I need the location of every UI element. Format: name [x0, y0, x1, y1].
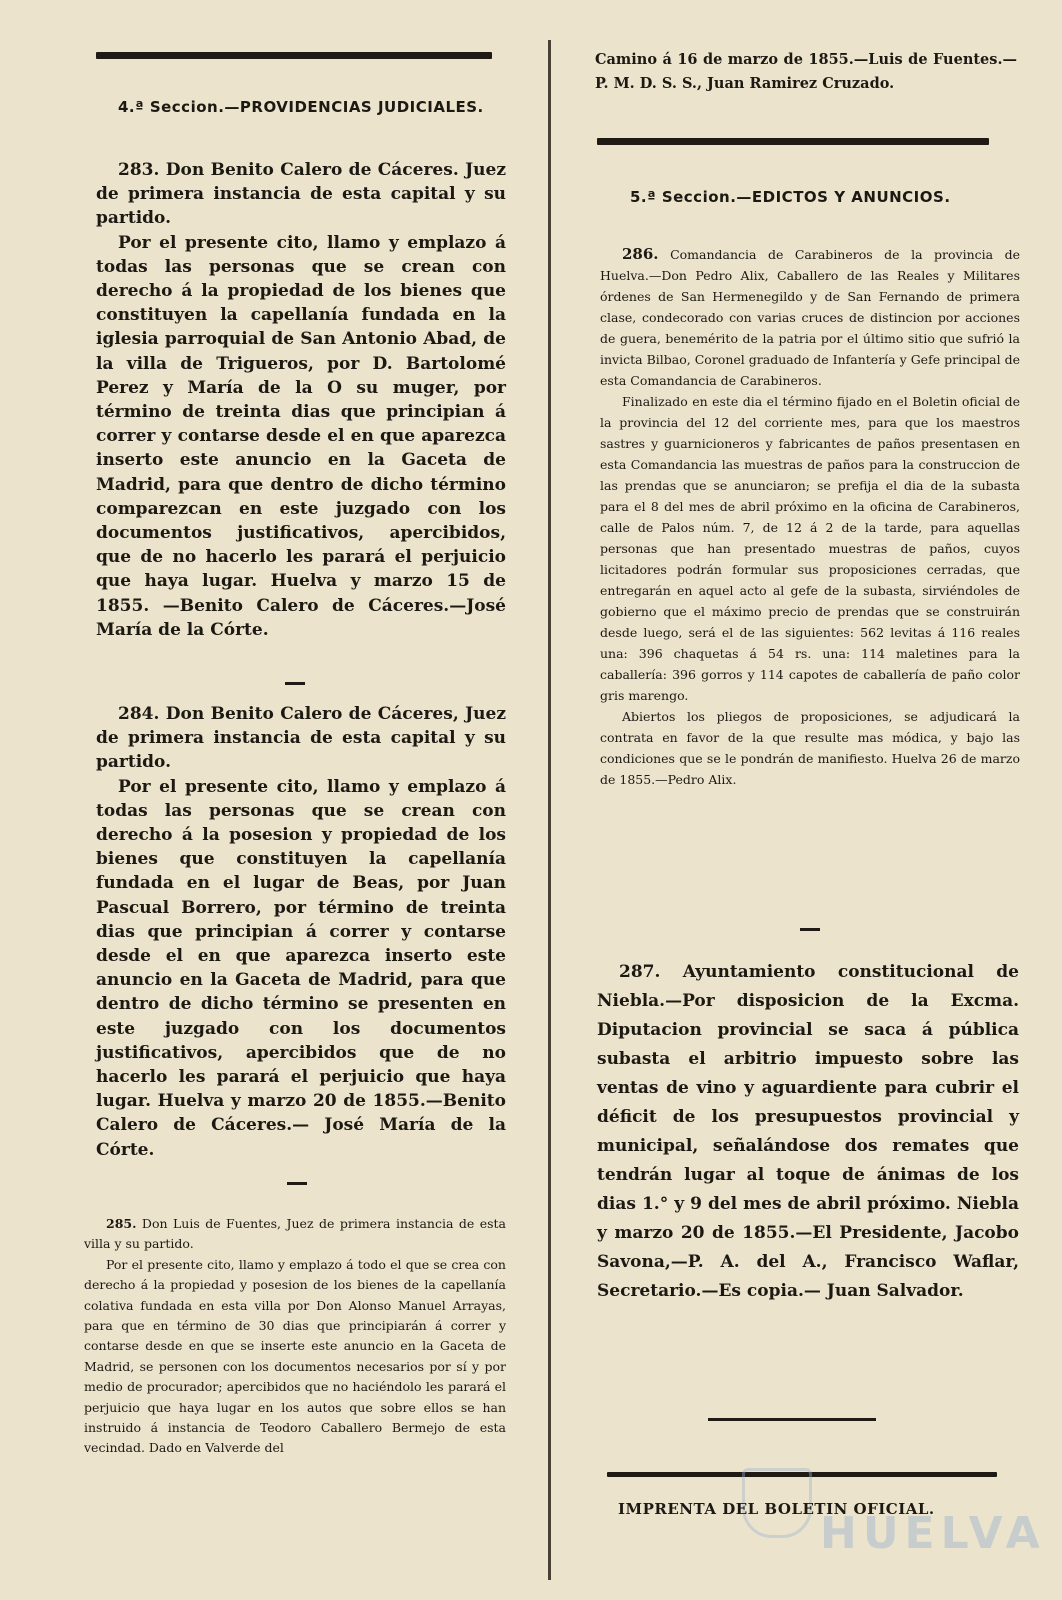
entry-286-body: Finalizado en este dia el término fijado en el Boletin oficial de la provincia del 12 del corriente mes, para que los maestros sastres y guarnicioneros y fabricantes de paños presentasen en esta Comandancia las muestras de paños para la construccion de las prendas que se anunciaron; se prefija el dia de la subasta para el 8 del mes de abril próximo en la oficina de Carabineros, calle de Palos núm. 7, de 12 á 2 de la tarde, para aquellas personas que han presentado muestras de paños, cuyos licitadores podrán formular sus proposiciones cerradas, que entregarán en aquel acto al gefe de la subasta, sirviéndoles de gobierno que el máximo precio de prendas que se construirán desde luego, será el de las siguientes: 562 levitas á 116 reales una: 396 chaquetas á 54 rs. una: 114 maletines para la caballería: 396 gorros y 114 capotes de caballería de paño color gris marengo.: [600, 394, 1020, 703]
entry-283-number: 283.: [118, 160, 160, 180]
top-rule-left: [96, 52, 492, 59]
column-divider: [548, 40, 551, 1580]
entry-286-intro: —Don Pedro Alix, Caballero de las Reales y Militares órdenes de San Hermenegildo y de San Fernando de primera clase, condecorado con varias cruces de distincion por acciones de guera, benemérito de la patria por el último sitio que sufrió la invicta Bilbao, Coronel graduado de Infantería y Gefe principal de esta Comandancia de Carabineros.: [600, 268, 1020, 388]
watermark-huelva: HUELVA: [820, 1508, 1046, 1559]
entry-284-lead: Don Benito Calero de Cáceres, Juez de primera instancia de esta capital y su partido.: [96, 704, 506, 773]
entry-284: [96, 702, 506, 1162]
entry-285-continuation: Camino á 16 de marzo de 1855.—Luis de Fuentes.—P. M. D. S. S., Juan Ramirez Cruzado.: [595, 51, 1017, 92]
printer-footer: IMPRENTA DEL BOLETIN OFICIAL.: [618, 1500, 935, 1518]
entry-286: [600, 244, 1020, 790]
entry-283-body: Por el presente cito, llamo y emplazo á todas las personas que se crean con derecho á la propiedad de los bienes que constituyen la capellanía fundada en la iglesia parroquial de San Antonio Abad, de la villa de Trigueros, por D. Bartolomé Perez y María de la O su muger, por término de treinta dias que principian á correr y contarse desde el en que aparezca inserto este anuncio en la Gaceta de Madrid, para que dentro de dicho término comparezcan en este juzgado con los documentos justificativos, apercibidos, que de no hacerlo les parará el perjuicio que haya lugar. Huelva y marzo 15 de 1855. —Benito Calero de Cáceres.—José María de la Córte.: [96, 232, 506, 640]
entry-283-lead: Don Benito Calero de Cáceres. Juez de primera instancia de esta capital y su partido.: [96, 160, 506, 229]
separator-dash: [287, 1182, 307, 1185]
entry-285-number: 285.: [106, 1216, 137, 1231]
entry-284-number: 284.: [118, 704, 160, 724]
separator-dash: [800, 928, 820, 931]
entry-285-lead: Don Luis de Fuentes, Juez de primera instancia de esta villa y su partido.: [84, 1216, 506, 1252]
entry-287-lead: Ayuntamiento constitucional de Niebla.: [597, 962, 1019, 1011]
section-title-edicts: 5.ª Seccion.—EDICTOS Y ANUNCIOS.: [630, 188, 951, 206]
section-title-judicial: 4.ª Seccion.—PROVIDENCIAS JUDICIALES.: [118, 98, 484, 116]
entry-287: [597, 958, 1019, 1306]
entry-286-number: 286.: [622, 245, 659, 263]
entry-284-body: Por el presente cito, llamo y emplazo á todas las personas que se crean con derecho á la posesion y propiedad de los bienes que constituyen la capellanía fundada en el lugar de Beas, por Juan Pascual Borrero, por término de treinta dias que principian á correr y contarse desde el en que aparezca inserto este anuncio en la Gaceta de Madrid, para que dentro de dicho término se presenten en este juzgado con los documentos justificativos, apercibidos que de no hacerlo les parará el perjuicio que haya lugar. Huelva y marzo 20 de 1855.—Benito Calero de Cáceres.— José María de la Córte.: [96, 776, 506, 1160]
closing-rule-short: [708, 1418, 876, 1421]
entry-285: [84, 1214, 506, 1459]
separator-dash: [285, 682, 305, 685]
entry-287-body: —Por disposicion de la Excma. Diputacion provincial se saca á pública subasta el arbitrio impuesto sobre las ventas de vino y aguardiente para cubrir el déficit de los presupuestos provincial y municipal, señalándose dos remates que tendrán lugar al toque de ánimas de los dias 1.° y 9 del mes de abril próximo. Niebla y marzo 20 de 1855.—El Presidente, Jacobo Savona,—P. A. del A., Francisco Waflar, Secretario.—Es copia.— Juan Salvador.: [597, 991, 1019, 1301]
entry-285-body: Por el presente cito, llamo y emplazo á todo el que se crea con derecho á la propiedad y posesion de los bienes de la capellanía colativa fundada en esta villa por Don Alonso Manuel Arrayas, para que en término de 30 dias que principiarán á correr y contarse desde en que se inserte este anuncio en la Gaceta de Madrid, se personen con los documentos necesarios por sí y por medio de procurador; apercibidos que no haciéndolo les parará el perjuicio que haya lugar en los autos que sobre ellos se han instruido á instancia de Teodoro Caballero Bermejo de esta vecindad. Dado en Valverde del: [84, 1256, 506, 1456]
entry-283: [96, 158, 506, 642]
entry-286-lead: Comandancia de Carabineros de la provincia de Huelva.: [600, 247, 1020, 283]
entry-287-number: 287.: [619, 962, 661, 982]
entry-286-closing: Abiertos los pliegos de proposiciones, se adjudicará la contrata en favor de la que resulte mas módica, y bajo las condiciones que se le pondrán de manifiesto. Huelva 26 de marzo de 1855.—Pedro Alix.: [600, 709, 1020, 787]
top-rule-right: [597, 138, 989, 145]
